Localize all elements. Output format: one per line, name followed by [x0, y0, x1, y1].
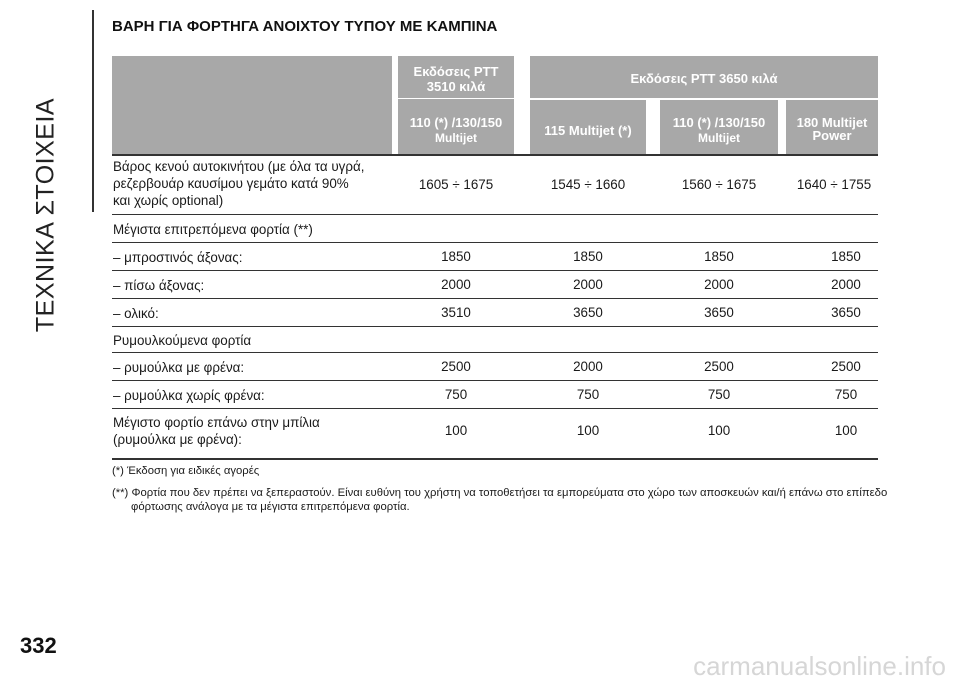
table-rule: [112, 352, 878, 353]
table-cell: 750: [576, 387, 600, 402]
table-rule: [112, 270, 878, 271]
watermark-text: carmanualsonline.info: [693, 651, 946, 681]
table-cell: 1850: [441, 249, 471, 264]
table-rule: [112, 298, 878, 299]
table-cell: 750: [444, 387, 468, 402]
table-cell: 2000: [441, 277, 471, 292]
table-cell: 1545 ÷ 1660: [550, 177, 626, 192]
table-rule: [112, 326, 878, 327]
table-cell: 1850: [573, 249, 603, 264]
column-header-1-line1: 110 (*) /130/150: [409, 115, 503, 130]
row-label: – πίσω άξονας:: [113, 278, 205, 293]
column-header-1-line2: Multijet: [435, 131, 477, 145]
group-header-3510-line1: Εκδόσεις PTT: [413, 64, 499, 79]
table-cell: 1640 ÷ 1755: [796, 177, 872, 192]
table-cell: 2000: [704, 277, 734, 292]
header-blank-cell: [112, 56, 392, 154]
table-cell: 3650: [573, 305, 603, 320]
table-cell: 2000: [573, 277, 603, 292]
table-rule: [112, 214, 878, 215]
table-rule: [112, 242, 878, 243]
column-header-4-line1: 180 Multijet: [796, 115, 868, 130]
table-cell: 100: [576, 423, 600, 438]
table-cell: 2000: [831, 277, 861, 292]
table-cell: 750: [707, 387, 731, 402]
row-label: – ρυμούλκα με φρένα:: [113, 360, 245, 375]
page-number: 332: [20, 633, 57, 658]
table-cell: 2500: [704, 359, 734, 374]
table-cell: 1560 ÷ 1675: [681, 177, 757, 192]
group-header-3510-line2: 3510 κιλά: [426, 79, 486, 94]
table-cell: 1850: [704, 249, 734, 264]
table-cell: 750: [834, 387, 858, 402]
table-cell: 2500: [441, 359, 471, 374]
table-cell: 1605 ÷ 1675: [418, 177, 494, 192]
group-header-3650: Εκδόσεις PTT 3650 κιλά: [630, 71, 778, 86]
side-divider: [92, 10, 94, 212]
row-label-line: ρεζερβουάρ καυσίμου γεμάτο κατά 90%: [113, 176, 349, 191]
row-label: – μπροστινός άξονας:: [113, 250, 243, 265]
column-header-3-line2: Multijet: [698, 131, 740, 145]
footnote: (*) Έκδοση για ειδικές αγορές: [112, 465, 260, 477]
footnote: (**) Φορτία που δεν πρέπει να ξεπεραστούν. Είναι ευθύνη του χρήστη να τοποθετήσει τα εμπορεύματα στο χώρο των αποσκευών και/ή επάνω στο επίπεδο: [112, 487, 888, 499]
section-title: ΒΑΡΗ ΓΙΑ ΦΟΡΤΗΓΑ ΑΝΟΙΧΤΟΥ ΤΥΠΟΥ ΜΕ ΚΑΜΠΙΝΑ: [112, 18, 498, 35]
row-label: – ρυμούλκα χωρίς φρένα:: [113, 388, 265, 403]
table-cell: 3650: [704, 305, 734, 320]
table-cell: 100: [834, 423, 858, 438]
column-header-2: 115 Multijet (*): [544, 123, 632, 138]
table-cell: 2000: [573, 359, 603, 374]
row-label: [113, 414, 320, 448]
row-label: Μέγιστα επιτρεπόμενα φορτία (**): [113, 222, 313, 237]
column-header-4-line2: Power: [812, 128, 852, 143]
row-label-line: (ρυμούλκα με φρένα):: [113, 432, 242, 447]
column-header-3-line1: 110 (*) /130/150: [672, 115, 766, 130]
table-cell: 3510: [441, 305, 471, 320]
footnote: φόρτωσης ανάλογα με τα μέγιστα επιτρεπόμενα φορτία.: [131, 501, 410, 513]
row-label-line: και χωρίς optional): [113, 193, 224, 208]
table-cell: 3650: [831, 305, 861, 320]
row-label-line: Μέγιστο φορτίο επάνω στην μπίλια: [113, 415, 320, 430]
table-cell: 100: [444, 423, 468, 438]
table-rule: [112, 458, 878, 460]
table-rule: [112, 154, 878, 156]
chapter-side-title: ΤΕΧΝΙΚΑ ΣΤΟΙΧΕΙΑ: [31, 97, 60, 333]
table-cell: 1850: [831, 249, 861, 264]
row-label-line: Βάρος κενού αυτοκινήτου (με όλα τα υγρά,: [113, 159, 365, 174]
table-cell: 2500: [831, 359, 861, 374]
table-cell: 100: [707, 423, 731, 438]
table-rule: [112, 408, 878, 409]
row-label: [113, 158, 364, 209]
table-rule: [112, 380, 878, 381]
row-label: Ρυμουλκούμενα φορτία: [113, 333, 252, 348]
header-divider: [398, 98, 878, 99]
row-label: – ολικό:: [113, 306, 159, 321]
